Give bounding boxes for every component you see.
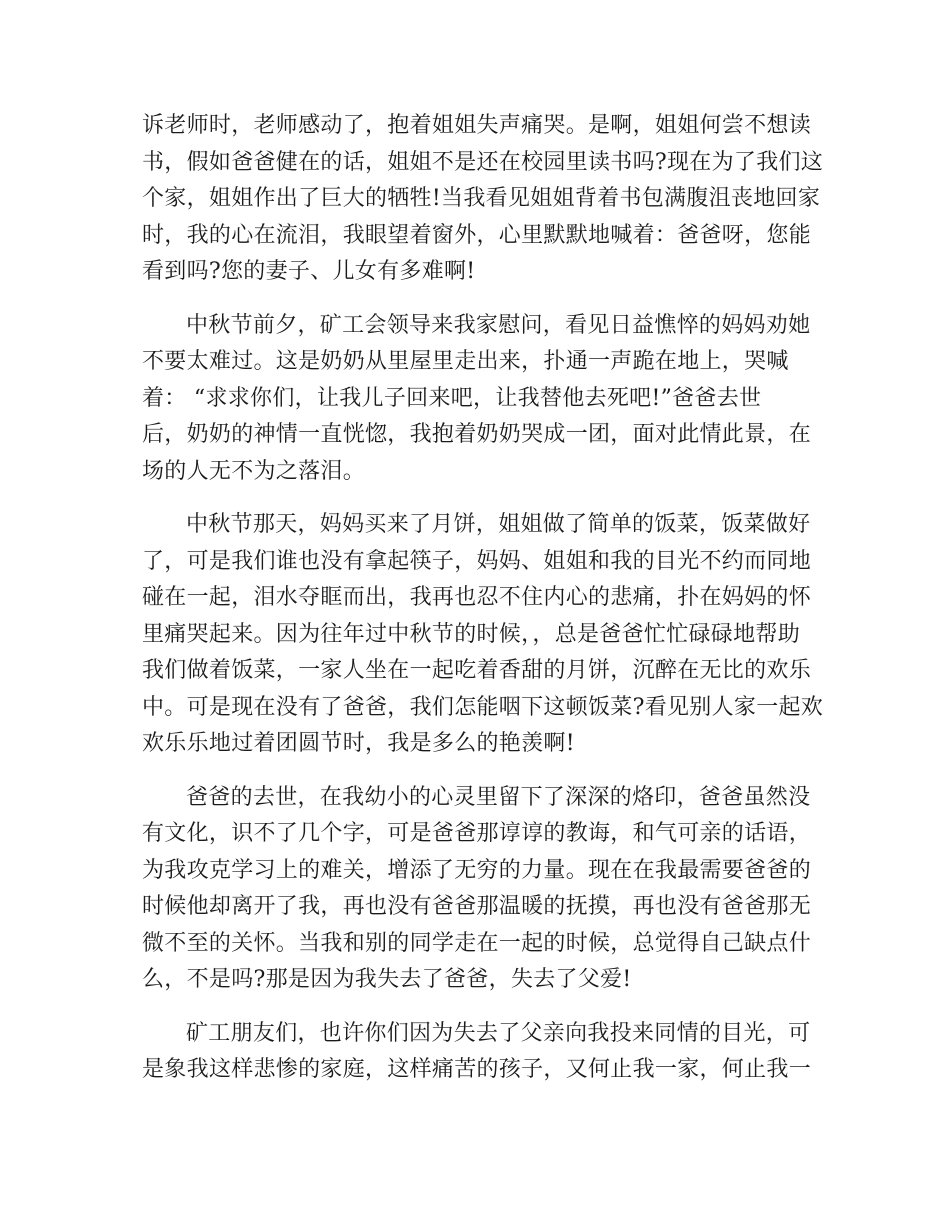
- text-line: 欢乐乐地过着团圆节时，我是多么的艳羡啊!: [142, 731, 575, 756]
- text-line: 么，不是吗?那是因为我失去了爸爸，失去了父爱!: [142, 967, 632, 992]
- text-line: 爸爸的去世，在我幼小的心灵里留下了深深的烙印，爸爸虽然没: [186, 784, 811, 810]
- text-line: 时候他却离开了我，再也没有爸爸那温暖的抚摸，再也没有爸爸那无: [142, 894, 812, 919]
- text-line: 书，假如爸爸健在的话，姐姐不是还在校园里读书吗?现在为了我们这: [142, 149, 824, 175]
- text-line: 着： “求求你们，让我儿子回来吧，让我替他去死吧!”爸爸去世: [142, 385, 762, 411]
- text-line: 是象我这样悲惨的家庭，这样痛苦的孩子，又何止我一家，何止我一: [142, 1057, 812, 1082]
- paragraph-4: [142, 780, 812, 999]
- text-line: 里痛哭起来。因为往年过中秋节的时候，，总是爸爸忙忙碌碌地帮助: [142, 621, 801, 647]
- text-line: 中秋节前夕，矿工会领导来我家慰问，看见日益憔悴的妈妈劝她: [186, 312, 811, 338]
- text-line: 诉老师时，老师感动了，抱着姐姐失声痛哭。是啊，姐姐何尝不想读: [142, 113, 812, 138]
- text-line: 碰在一起，泪水夺眶而出，我再也忍不住内心的悲痛，扑在妈妈的怀: [142, 585, 812, 610]
- paragraph-1: [142, 108, 824, 291]
- text-line: 了，可是我们谁也没有拿起筷子，妈妈、姐姐和我的目光不约而同地: [142, 548, 812, 574]
- text-line: 不要太难过。这是奶奶从里屋里走出来，扑通一声跪在地上，哭喊: [142, 349, 789, 374]
- text-line: 场的人无不为之落泪。: [142, 458, 366, 484]
- text-line: 时，我的心在流泪，我眼望着窗外，心里默默地喊着：爸爸呀，您能: [142, 222, 812, 248]
- text-line: 中。可是现在没有了爸爸，我们怎能咽下这顿饭菜?看见别人家一起欢: [142, 694, 824, 720]
- text-line: 矿工朋友们，也许你们因为失去了父亲向我投来同情的目光，可: [186, 1020, 811, 1046]
- text-line: 看到吗?您的妻子、儿女有多难啊!: [142, 259, 476, 284]
- text-line: 为我攻克学习上的难关，增添了无穷的力量。现在在我最需要爸爸的: [142, 857, 812, 883]
- paragraph-5: [142, 1016, 812, 1089]
- text-line: 后，奶奶的神情一直恍惚，我抱着奶奶哭成一团，面对此情此景，在: [142, 422, 812, 447]
- paragraph-3: [142, 507, 824, 763]
- paragraph-2: [142, 308, 812, 491]
- text-line: 个家，姐姐作出了巨大的牺牲!当我看见姐姐背着书包满腹沮丧地回家: [142, 186, 821, 211]
- text-line: 微不至的关怀。当我和别的同学走在一起的时候，总觉得自己缺点什: [142, 930, 812, 956]
- document-body: [142, 108, 824, 1106]
- text-line: 我们做着饭菜，一家人坐在一起吃着香甜的月饼，沉醉在无比的欢乐: [142, 658, 812, 683]
- text-line: 中秋节那天，妈妈买来了月饼，姐姐做了简单的饭菜，饭菜做好: [186, 512, 811, 537]
- text-line: 有文化，识不了几个字，可是爸爸那谆谆的教诲，和气可亲的话语，: [142, 821, 812, 846]
